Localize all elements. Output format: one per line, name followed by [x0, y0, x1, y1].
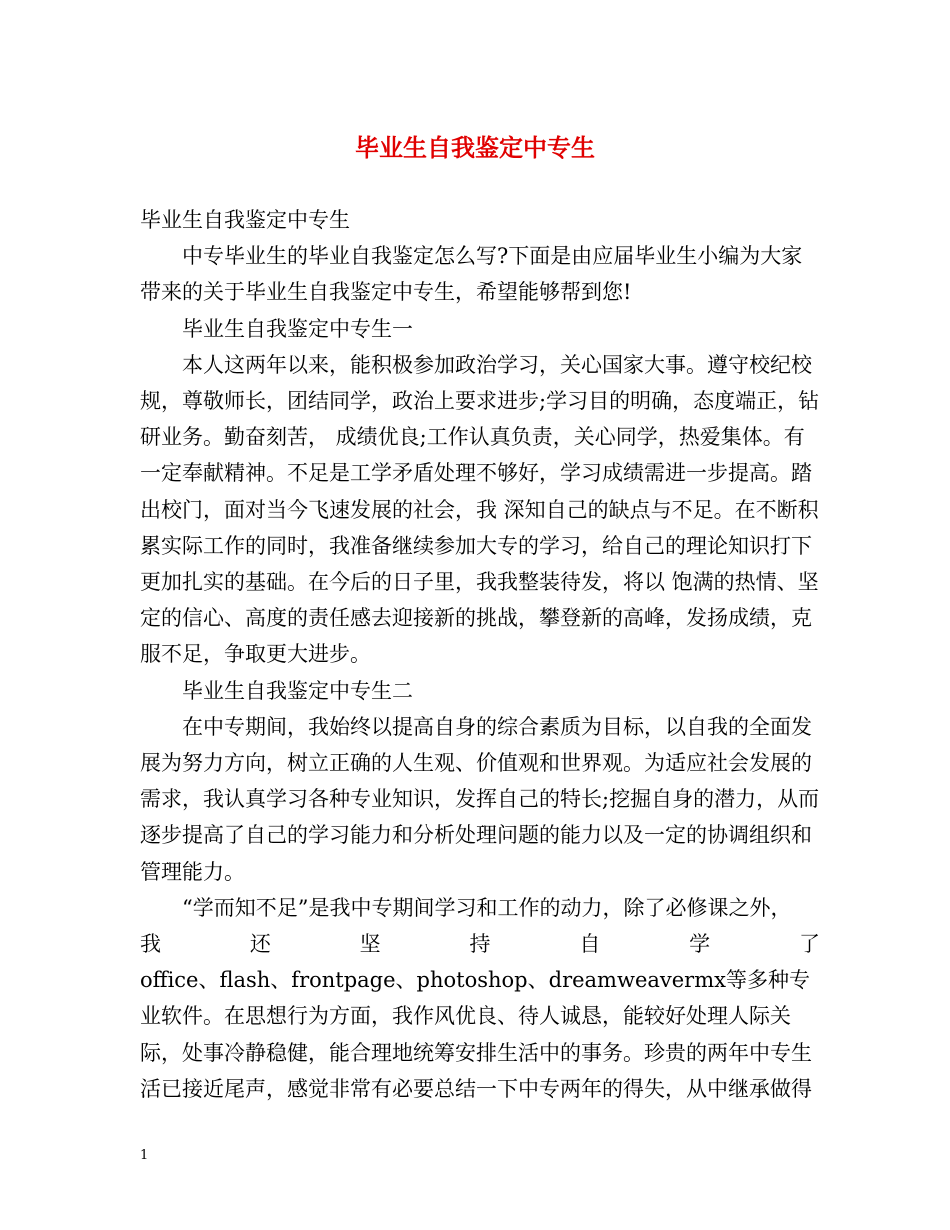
section-2-title: 毕业生自我鉴定中专生二	[182, 678, 413, 703]
spread-char: 还	[249, 932, 271, 957]
body-heading: 毕业生自我鉴定中专生	[140, 208, 350, 232]
spread-char: 我	[140, 932, 161, 957]
section-1-title: 毕业生自我鉴定中专生一	[182, 316, 413, 341]
section-1-paragraph: 本人这两年以来，能积极参加政治学习，关心国家大事。遵守校纪校规，尊敬师长，团结同学，政治上要求进步;学习目的明确，态度端正，钻研业务。勤奋刻苦， 成绩优良;工作认真负责，关心同学，热爱集体。有一定奉献精神。不足是工学矛盾处理不够好，学习成绩需进一步提高。踏出校门，面对当今飞速发展的社会，我 深知自己的缺点与不足。在不断积累实际工作的同时，我准备继续参加大专的学习，给自己的理论知识打下更加扎实的基础。在今后的日子里，我我整装待发，将以 饱满的热情、坚定的信心、高度的责任感去迎接新的挑战，攀登新的高峰，发扬成绩，克服不足，争取更大进步。	[140, 352, 820, 667]
spread-char: 持	[469, 932, 491, 957]
section-2-spread-line	[140, 926, 820, 962]
intro-paragraph: 中专毕业生的毕业自我鉴定怎么写?下面是由应届毕业生小编为大家带来的关于毕业生自我鉴定中专生，希望能够帮到您!	[140, 244, 803, 305]
section-2-paragraph-2-rest: office、flash、frontpage、photoshop、dreamweavermx等多种专业软件。在思想行为方面，我作风优良、待人诚恳，能较好处理人际关际，处事冷静稳健，能合理地统筹安排生活中的事务。珍贵的两年中专生活已接近尾声，感觉非常有必要总结一下中专两年的得失，从中继承做得	[140, 968, 812, 1101]
spread-char: 学	[689, 932, 711, 957]
document-body	[140, 202, 820, 1107]
section-2-paragraph-2-first-line: “学而知不足”是我中专期间学习和工作的动力，除了必修课之外，	[182, 895, 792, 920]
spread-char: 自	[579, 932, 601, 957]
spread-char: 了	[798, 932, 820, 957]
section-2-paragraph: 在中专期间，我始终以提高自身的综合素质为目标，以自我的全面发展为努力方向，树立正确的人生观、价值观和世界观。为适应社会发展的需求，我认真学习各种专业知识，发挥自己的特长;挖掘自身的潜力，从而逐步提高了自己的学习能力和分析处理问题的能力以及一定的协调组织和管理能力。	[140, 714, 820, 884]
page-number: 1	[140, 1148, 149, 1163]
document-title: 毕业生自我鉴定中专生	[355, 133, 595, 162]
spread-char: 坚	[359, 932, 381, 957]
